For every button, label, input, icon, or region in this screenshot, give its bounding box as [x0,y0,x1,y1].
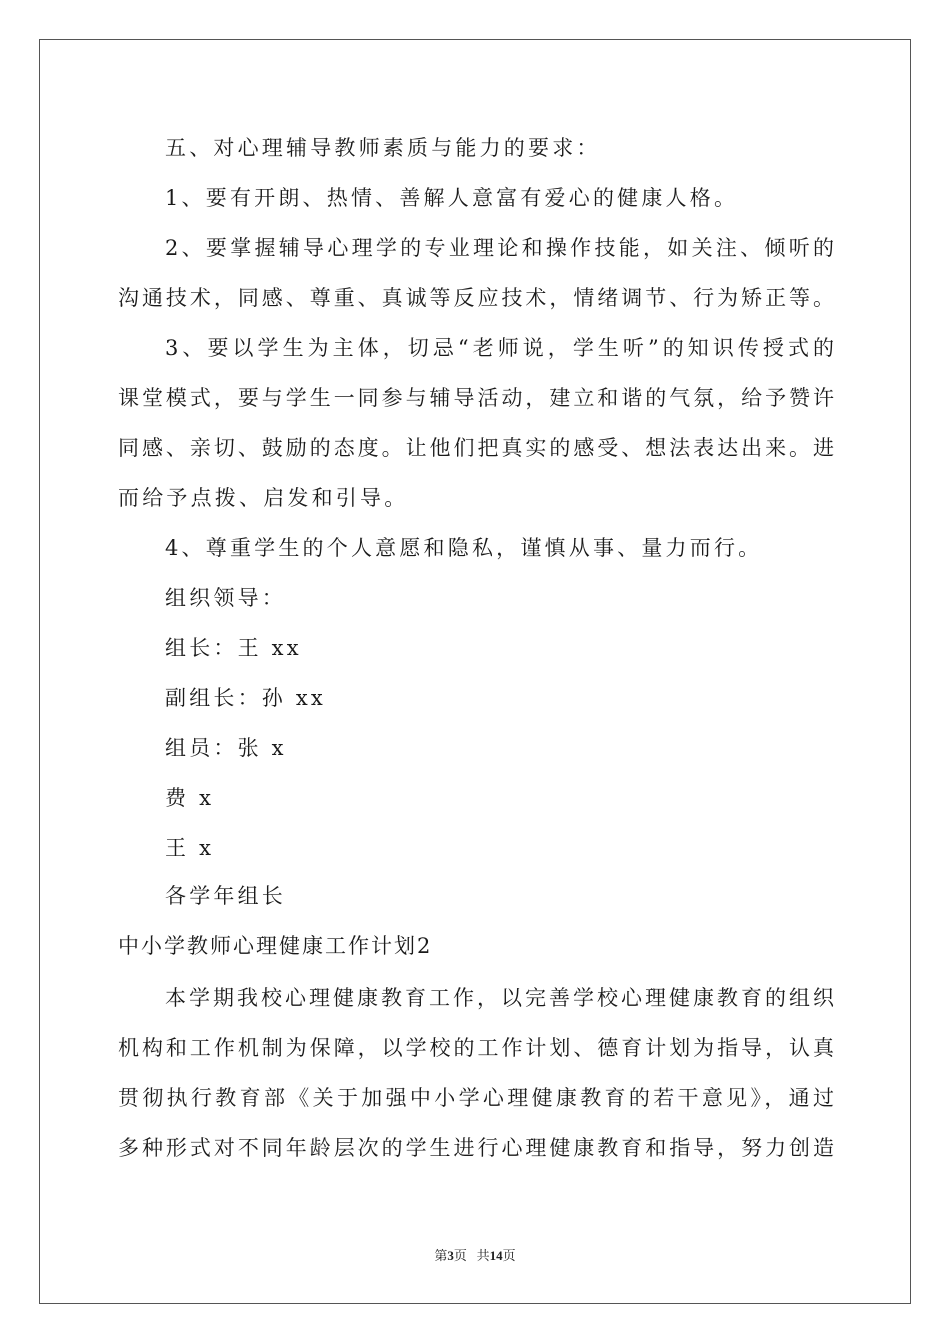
section-heading: 五、对心理辅导教师素质与能力的要求： [165,136,601,160]
org-member: 组长：王 xx [165,636,302,660]
paragraph-line: 4、尊重学生的个人意愿和隐私，谨慎从事、量力而行。 [165,536,763,560]
paragraph-line: 1、要有开朗、热情、善解人意富有爱心的健康人格。 [165,186,739,210]
page-border [39,39,911,1304]
org-member: 费 x [165,786,215,810]
org-member: 各学年组长 [165,884,286,908]
org-member: 组员：张 x [165,736,287,760]
footer-prefix: 第 [434,1248,448,1263]
paragraph-line: 同感、亲切、鼓励的态度。让他们把真实的感受、想法表达出来。进 [118,436,834,460]
page-footer [0,1247,950,1265]
paragraph-line: 本学期我校心理健康教育工作，以完善学校心理健康教育的组织 [165,986,834,1010]
org-member: 副组长：孙 xx [165,686,326,710]
document-subtitle: 中小学教师心理健康工作计划2 [118,934,433,958]
paragraph-line: 多种形式对不同年龄层次的学生进行心理健康教育和指导，努力创造 [118,1136,834,1160]
org-heading: 组织领导： [165,586,286,610]
paragraph-line: 课堂模式，要与学生一同参与辅导活动，建立和谐的气氛，给予赞许 [118,386,834,410]
org-member: 王 x [165,836,215,860]
paragraph-line: 贯彻执行教育部《关于加强中小学心理健康教育的若干意见》，通过 [118,1086,834,1110]
footer-page-suffix: 页 [453,1248,467,1263]
paragraph-line: 3、要以学生为主体，切忌“老师说，学生听”的知识传授式的 [165,336,834,360]
paragraph-line: 而给予点拨、启发和引导。 [118,486,409,510]
footer-page-number: 3 [447,1248,454,1263]
footer-total-pages: 14 [489,1248,503,1263]
paragraph-line: 机构和工作机制为保障，以学校的工作计划、德育计划为指导，认真 [118,1036,834,1060]
footer-total-prefix: 共 [476,1248,490,1263]
footer-total-suffix: 页 [502,1248,516,1263]
paragraph-line: 2、要掌握辅导心理学的专业理论和操作技能，如关注、倾听的 [165,236,834,260]
paragraph-line: 沟通技术，同感、尊重、真诚等反应技术，情绪调节、行为矫正等。 [118,286,834,310]
